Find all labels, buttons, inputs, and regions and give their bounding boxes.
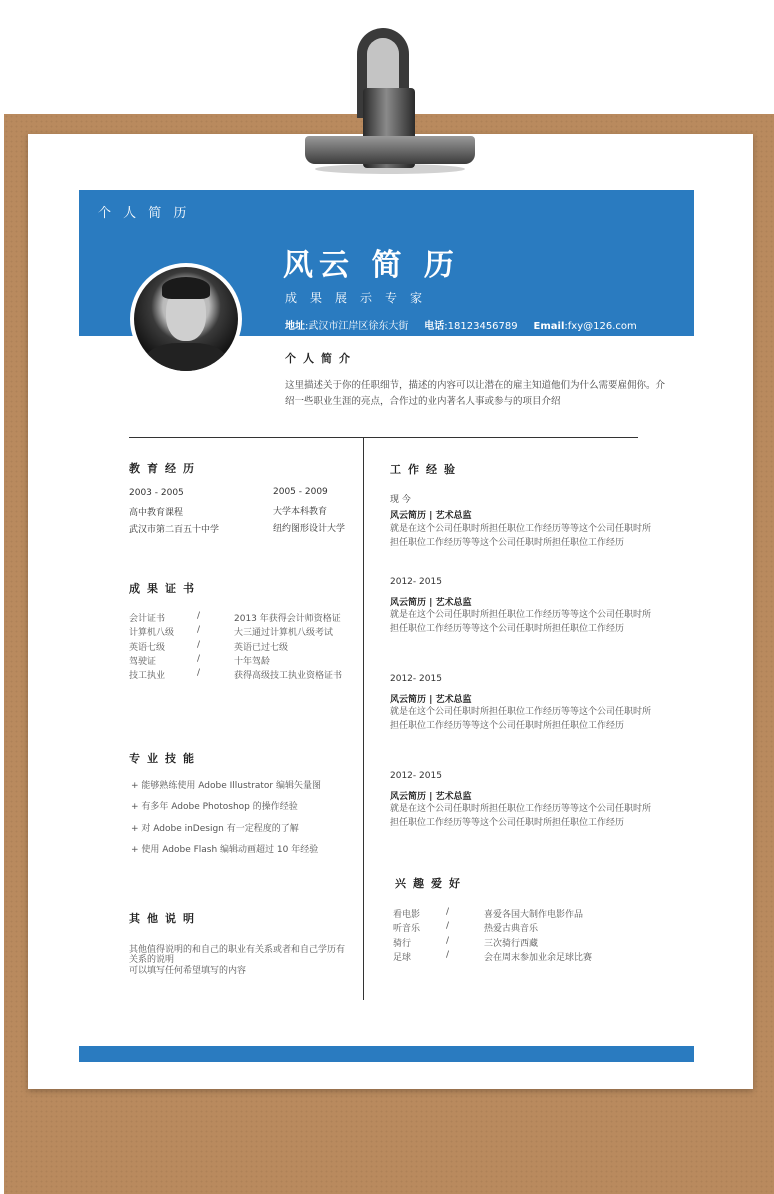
skill-item: + 对 Adobe inDesign 有一定程度的了解 bbox=[131, 824, 299, 834]
cert-detail: 大三通过计算机八级考试 bbox=[234, 628, 334, 638]
other-title: 其他说明 bbox=[129, 912, 201, 925]
work-role: 风云简历 | 艺术总监 bbox=[390, 511, 472, 521]
skills-title: 专业技能 bbox=[129, 752, 201, 765]
work-desc: 就是在这个公司任职时所担任职位工作经历等等这个公司任职时所 担任职位工作经历等等这个公司任职时所担任职位工作经历 bbox=[390, 610, 652, 634]
binder-clip-icon bbox=[305, 28, 475, 178]
certificates-title: 成果证书 bbox=[129, 582, 201, 595]
hobby-sep: / bbox=[446, 950, 450, 960]
education-level: 大学本科教育 bbox=[273, 507, 328, 517]
other-line: 关系的说明 bbox=[129, 955, 175, 965]
hobby-detail: 三次骑行西藏 bbox=[484, 939, 539, 949]
resume-name: 风云 简 历 bbox=[283, 248, 460, 283]
email-label: Email bbox=[533, 321, 565, 332]
avatar-photo bbox=[130, 263, 242, 375]
other-line: 其他值得说明的和自己的职业有关系或者和自己学历有 bbox=[129, 945, 346, 955]
header-label: 个 人 简 历 bbox=[98, 206, 191, 221]
cert-detail: 获得高级技工执业资格证书 bbox=[234, 671, 343, 681]
address-label: 地址 bbox=[285, 321, 305, 332]
education-period: 2003 - 2005 bbox=[129, 488, 184, 498]
education-title: 教育经历 bbox=[129, 462, 201, 475]
work-title: 工作经验 bbox=[390, 463, 462, 476]
cert-sep: / bbox=[197, 668, 201, 678]
hobby-detail: 会在周末参加业余足球比赛 bbox=[484, 953, 593, 963]
cert-detail: 2013 年获得会计师资格证 bbox=[234, 614, 341, 624]
hobby-name: 听音乐 bbox=[393, 924, 421, 934]
skill-item: + 使用 Adobe Flash 编辑动画超过 10 年经验 bbox=[131, 845, 319, 855]
hobbies-title: 兴趣爱好 bbox=[395, 877, 467, 890]
skill-item: + 能够熟练使用 Adobe Illustrator 编辑矢量图 bbox=[131, 781, 321, 791]
education-school: 纽约图形设计大学 bbox=[273, 524, 346, 534]
email-value: :fxy@126.com bbox=[564, 321, 637, 332]
cert-sep: / bbox=[197, 625, 201, 635]
hobby-name: 看电影 bbox=[393, 910, 421, 920]
hobby-name: 骑行 bbox=[393, 939, 412, 949]
work-desc: 就是在这个公司任职时所担任职位工作经历等等这个公司任职时所 担任职位工作经历等等这个公司任职时所担任职位工作经历 bbox=[390, 707, 652, 731]
work-period: 2012- 2015 bbox=[390, 577, 442, 587]
address-value: :武汉市江岸区徐东大街 bbox=[305, 321, 409, 332]
hobby-name: 足球 bbox=[393, 953, 412, 963]
cert-sep: / bbox=[197, 611, 201, 621]
hobby-detail: 喜爱各国大制作电影作品 bbox=[484, 910, 584, 920]
hobby-detail: 热爱古典音乐 bbox=[484, 924, 539, 934]
work-desc: 就是在这个公司任职时所担任职位工作经历等等这个公司任职时所 担任职位工作经历等等这个公司任职时所担任职位工作经历 bbox=[390, 804, 652, 828]
work-role: 风云简历 | 艺术总监 bbox=[390, 695, 472, 705]
cert-name: 计算机八级 bbox=[129, 628, 175, 638]
work-period: 2012- 2015 bbox=[390, 674, 442, 684]
horizontal-divider bbox=[129, 437, 638, 438]
hobby-sep: / bbox=[446, 936, 450, 946]
hobby-sep: / bbox=[446, 907, 450, 917]
resume-subtitle: 成果展示专家 bbox=[285, 291, 436, 305]
cert-name: 驾驶证 bbox=[129, 657, 157, 667]
other-line: 可以填写任何希望填写的内容 bbox=[129, 966, 247, 976]
cert-sep: / bbox=[197, 640, 201, 650]
work-period: 2012- 2015 bbox=[390, 771, 442, 781]
cert-name: 英语七级 bbox=[129, 643, 166, 653]
vertical-divider bbox=[363, 437, 364, 1000]
cert-detail: 十年驾龄 bbox=[234, 657, 271, 667]
cert-name: 技工执业 bbox=[129, 671, 166, 681]
cert-sep: / bbox=[197, 654, 201, 664]
work-role: 风云简历 | 艺术总监 bbox=[390, 792, 472, 802]
education-school: 武汉市第二百五十中学 bbox=[129, 525, 220, 535]
contact-line bbox=[285, 317, 637, 332]
skill-item: + 有多年 Adobe Photoshop 的操作经验 bbox=[131, 802, 298, 812]
work-role: 风云简历 | 艺术总监 bbox=[390, 598, 472, 608]
work-desc: 就是在这个公司任职时所担任职位工作经历等等这个公司任职时所 担任职位工作经历等等这个公司任职时所担任职位工作经历 bbox=[390, 524, 652, 548]
phone-label: 电话 bbox=[424, 321, 445, 332]
hobby-sep: / bbox=[446, 921, 450, 931]
cert-name: 会计证书 bbox=[129, 614, 166, 624]
phone-value: :18123456789 bbox=[444, 321, 518, 332]
footer-bar bbox=[79, 1046, 694, 1062]
education-period: 2005 - 2009 bbox=[273, 487, 328, 497]
intro-text: 这里描述关于你的任职细节，描述的内容可以让潜在的雇主知道他们为什么需要雇佣你。介绍一些职业生涯的亮点，合作过的业内著名人事或参与的项目介绍 bbox=[285, 380, 666, 407]
work-period: 现 今 bbox=[390, 495, 411, 505]
cert-detail: 英语已过七级 bbox=[234, 643, 289, 653]
intro-title: 个人简介 bbox=[285, 352, 357, 365]
education-level: 高中教育课程 bbox=[129, 508, 184, 518]
